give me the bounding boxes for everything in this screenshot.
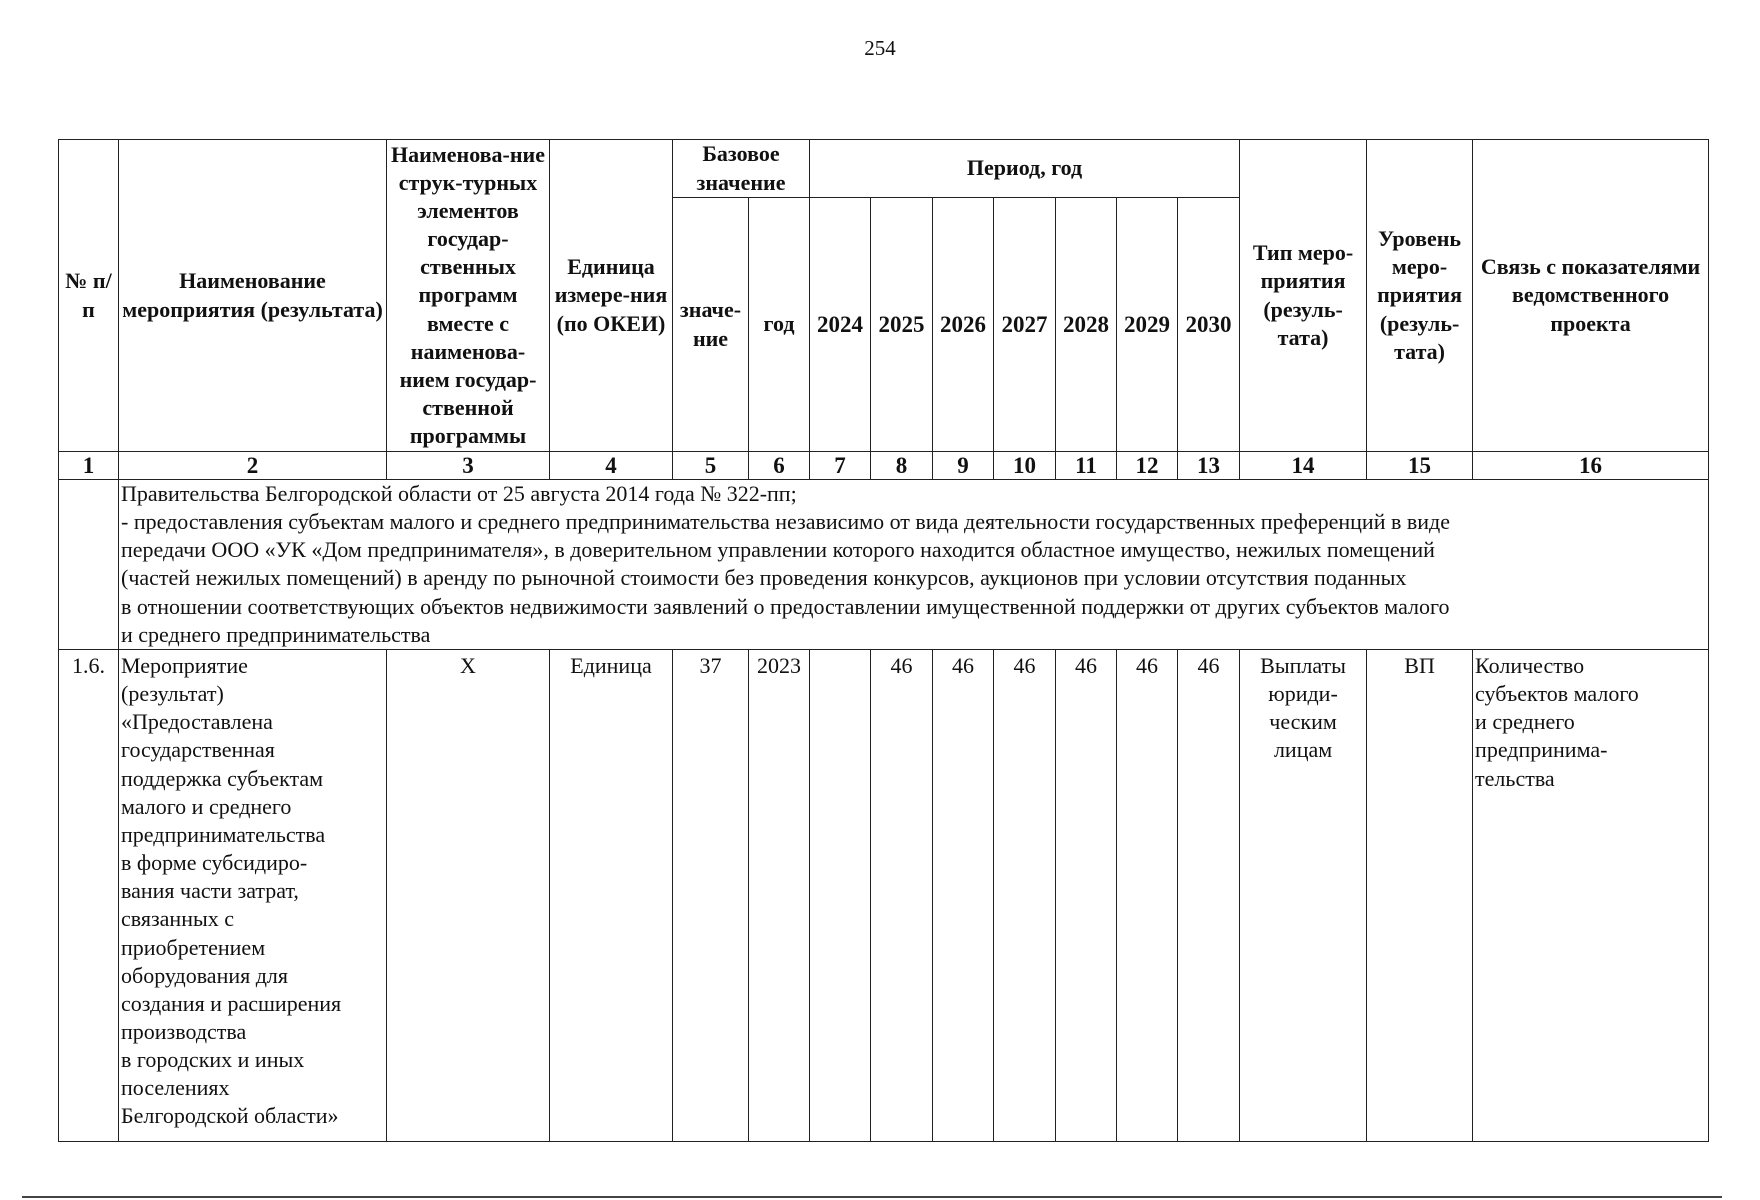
- column-number: 12: [1117, 452, 1178, 480]
- continuation-line: - предоставления субъектам малого и среднего предпринимательства независимо от вида деятельности государственных преференций в виде: [121, 509, 1450, 535]
- page-number: 254: [864, 36, 896, 60]
- measure-name-line: вания части затрат,: [121, 878, 299, 904]
- measure-level: ВП: [1367, 649, 1473, 1141]
- continuation-line: и среднего предпринимательства: [121, 621, 431, 647]
- measures-table: [58, 139, 1709, 1142]
- measure-name-line: «Предоставлена: [121, 709, 273, 735]
- value-2026: 46: [933, 649, 994, 1141]
- column-number: 14: [1240, 452, 1367, 480]
- project-indicator-link: [1473, 649, 1709, 1141]
- continuation-line: Правительства Белгородской области от 25 августа 2014 года № 322-пп;: [121, 481, 797, 506]
- measure-name-line: предпринимательства: [121, 821, 326, 847]
- link-line: тельства: [1475, 765, 1555, 791]
- column-number: 4: [550, 452, 673, 480]
- col-header-name: Наименование мероприятия (результата): [119, 140, 387, 452]
- col-header-year-2030: 2030: [1178, 198, 1240, 452]
- col-header-year-2029: 2029: [1117, 198, 1178, 452]
- column-number: 10: [994, 452, 1056, 480]
- measure-type-line: Выплаты: [1260, 652, 1346, 678]
- value-2030: 46: [1178, 649, 1240, 1141]
- col-header-link: Связь с показателями ведомственного проекта: [1473, 140, 1709, 452]
- row-number: 1.6.: [59, 649, 119, 1141]
- measure-name-line: оборудования для: [121, 962, 289, 988]
- measure-name-line: приобретением: [121, 934, 266, 960]
- measure-name-line: малого и среднего: [121, 793, 292, 819]
- measure-name-line: (результат): [121, 681, 224, 707]
- base-value: 37: [673, 649, 749, 1141]
- link-line: Количество: [1475, 652, 1585, 678]
- unit-value: Единица: [550, 649, 673, 1141]
- measure-name-line: государственная: [121, 737, 275, 763]
- measure-type-line: юриди-: [1268, 681, 1338, 707]
- column-number: 8: [871, 452, 933, 480]
- measure-type: [1240, 649, 1367, 1141]
- col-header-structural: Наименова-ние струк-турных элементов государ-ственных программ вместе с наименова-нием государ-ственной программы: [387, 140, 550, 452]
- col-header-period: Период, год: [810, 140, 1240, 198]
- value-2024: [810, 649, 871, 1141]
- value-2027: 46: [994, 649, 1056, 1141]
- measure-type-line: ческим: [1269, 709, 1337, 735]
- value-2025: 46: [871, 649, 933, 1141]
- value-2029: 46: [1117, 649, 1178, 1141]
- column-number: 2: [119, 452, 387, 480]
- col-header-unit: Единица измере-ния (по ОКЕИ): [550, 140, 673, 452]
- link-line: субъектов малого: [1475, 681, 1639, 707]
- measure-name-line: в городских и иных: [121, 1047, 305, 1073]
- col-header-base-year: год: [749, 198, 810, 452]
- col-header-base-val: значе-ние: [673, 198, 749, 452]
- measure-name-line: в форме субсидиро-: [121, 850, 308, 876]
- measure-name-line: связанных с: [121, 906, 235, 932]
- column-number: 6: [749, 452, 810, 480]
- column-number: 11: [1056, 452, 1117, 480]
- measure-name-line: Белгородской области»: [121, 1103, 339, 1129]
- continuation-line: (частей нежилых помещений) в аренду по рыночной стоимости без проведения конкурсов, аукционов при условии отсутствия поданных: [121, 565, 1407, 591]
- measure-name-line: поселениях: [121, 1075, 230, 1101]
- column-number: 5: [673, 452, 749, 480]
- table-row: [59, 649, 1709, 1141]
- continuation-line: передачи ООО «УК «Дом предпринимателя», в доверительном управлении которого находится областное имущество, нежилых помещений: [121, 537, 1435, 563]
- col-header-year-2026: 2026: [933, 198, 994, 452]
- column-number: 1: [59, 452, 119, 480]
- col-header-level: Уровень меро-приятия (резуль-тата): [1367, 140, 1473, 452]
- continuation-line: в отношении соответствующих объектов недвижимости заявлений о предоставлении имущественной поддержки от других субъектов малого: [121, 593, 1450, 619]
- measure-name-line: Мероприятие: [121, 652, 248, 678]
- col-header-year-2027: 2027: [994, 198, 1056, 452]
- structural-element: X: [387, 649, 550, 1141]
- link-line: предпринима-: [1475, 737, 1608, 763]
- col-header-year-2028: 2028: [1056, 198, 1117, 452]
- measure-name-line: создания и расширения: [121, 990, 342, 1016]
- base-year: 2023: [749, 649, 810, 1141]
- column-numbers-row: [59, 452, 1709, 480]
- column-number: 7: [810, 452, 871, 480]
- measure-type-line: лицам: [1273, 737, 1333, 763]
- column-number: 13: [1178, 452, 1240, 480]
- column-number: 3: [387, 452, 550, 480]
- column-number: 16: [1473, 452, 1709, 480]
- col-header-base-value: Базовое значение: [673, 140, 810, 198]
- col-header-year-2024: 2024: [810, 198, 871, 452]
- measure-name: [119, 649, 387, 1141]
- continuation-num-cell: [59, 480, 119, 650]
- column-number: 15: [1367, 452, 1473, 480]
- measure-name-line: поддержка субъектам: [121, 765, 324, 791]
- continuation-text: [119, 480, 1709, 650]
- col-header-type: Тип меро-приятия (резуль-тата): [1240, 140, 1367, 452]
- col-header-year-2025: 2025: [871, 198, 933, 452]
- value-2028: 46: [1056, 649, 1117, 1141]
- measure-name-line: производства: [121, 1018, 247, 1044]
- page-bottom-rule: [22, 1196, 1722, 1198]
- continuation-row: [59, 480, 1709, 650]
- col-header-num: № п/п: [59, 140, 119, 452]
- link-line: и среднего: [1475, 709, 1575, 735]
- column-number: 9: [933, 452, 994, 480]
